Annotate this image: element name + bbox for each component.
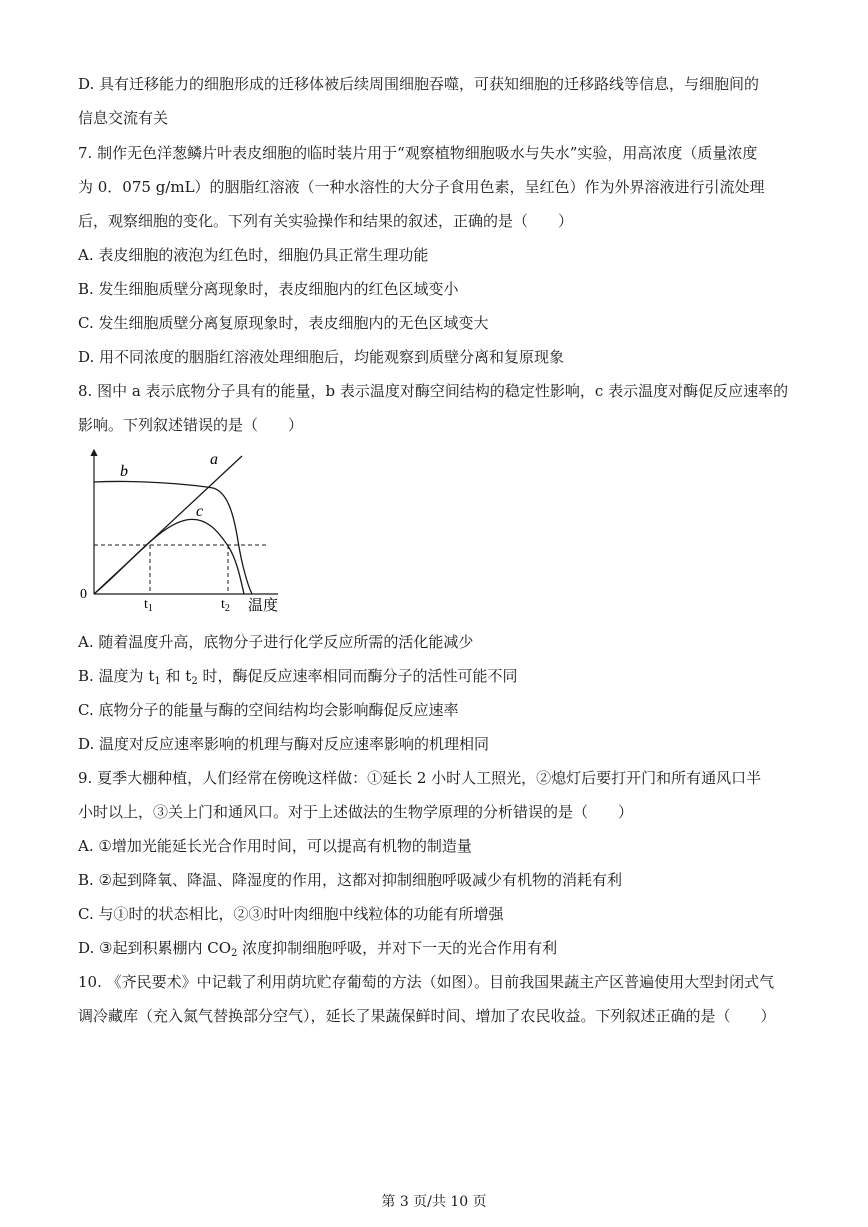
question-9-option-c: C. 与①时的状态相比，②③时叶肉细胞中线粒体的功能有所增强 [78,905,504,923]
question-7-option-c: C. 发生细胞质壁分离复原现象时，表皮细胞内的无色区域变大 [78,314,489,332]
label-origin: 0 [80,587,87,602]
x-axis-label: 温度 [248,596,279,614]
curve-c [94,519,244,594]
question-9-stem-1: 9. 夏季大棚种植，人们经常在傍晚这样做：①延长 2 小时人工照光，②熄灯后要打开门和所有通风口半 [78,769,762,787]
line-d-option: D. 具有迁移能力的细胞形成的迁移体被后续周围细胞吞噬，可获知细胞的迁移路线等信息，与细胞间的 [78,75,760,93]
question-8-option-c: C. 底物分子的能量与酶的空间结构均会影响酶促反应速率 [78,701,459,719]
line-d-option-cont: 信息交流有关 [78,109,169,127]
question-7-option-b: B. 发生细胞质壁分离现象时，表皮细胞内的红色区域变小 [78,280,459,298]
question-10-stem-2: 调冷藏库（充入氮气替换部分空气），延长了果蔬保鲜时间、增加了农民收益。下列叙述正确的是（ ） [78,1007,776,1025]
question-8-stem-1: 8. 图中 a 表示底物分子具有的能量，b 表示温度对酶空间结构的稳定性影响，c 表示温度对酶促反应速率的 [78,382,789,400]
question-7-option-a: A. 表皮细胞的液泡为红色时，细胞仍具正常生理功能 [78,246,429,264]
question-10-stem-1: 10. 《齐民要术》中记载了利用荫坑贮存葡萄的方法（如图）。目前我国果蔬主产区普遍使用大型封闭式气 [78,973,775,991]
page-footer: 第 3 页/共 10 页 [381,1194,487,1210]
label-t1: $t_1$ [144,597,153,614]
question-7-option-d: D. 用不同浓度的胭脂红溶液处理细胞后，均能观察到质壁分离和复原现象 [78,348,565,366]
question-8-option-d: D. 温度对反应速率影响的机理与酶对反应速率影响的机理相同 [78,735,490,753]
question-9-stem-2: 小时以上，③关上门和通风口。对于上述做法的生物学原理的分析错误的是（ ） [78,803,634,821]
label-b: b [120,463,128,480]
question-8-option-b: B. 温度为 $t_1$ 和 $t_2$ 时，酶促反应速率相同而酶分子的活性可能不同 [78,667,518,687]
question-9-option-a: A. ①增加光能延长光合作用时间，可以提高有机物的制造量 [78,837,472,855]
question-9-option-b: B. ②起到降氧、降温、降湿度的作用，这都对抑制细胞呼吸减少有机物的消耗有利 [78,871,623,889]
enzyme-temperature-figure [78,446,288,616]
label-a: a [210,451,218,468]
question-8-option-a: A. 随着温度升高，底物分子进行化学反应所需的活化能减少 [78,633,474,651]
question-9-option-d: D. ③起到积累棚内 $CO_2$ 浓度抑制细胞呼吸，并对下一天的光合作用有利 [78,939,558,959]
label-t2: $t_2$ [221,597,230,614]
curve-b [94,481,252,594]
question-7-stem-2: 为 0．075 g/mL）的胭脂红溶液（一种水溶性的大分子食用色素，呈红色）作为外界溶液进行引流处理 [78,178,765,196]
label-c: c [196,503,204,520]
question-7-stem-1: 7. 制作无色洋葱鳞片叶表皮细胞的临时装片用于“观察植物细胞吸水与失水”实验，用高浓度（质量浓度 [78,144,758,162]
question-8-stem-2: 影响。下列叙述错误的是（ ） [78,416,304,434]
question-7-stem-3: 后，观察细胞的变化。下列有关实验操作和结果的叙述，正确的是（ ） [78,212,574,230]
